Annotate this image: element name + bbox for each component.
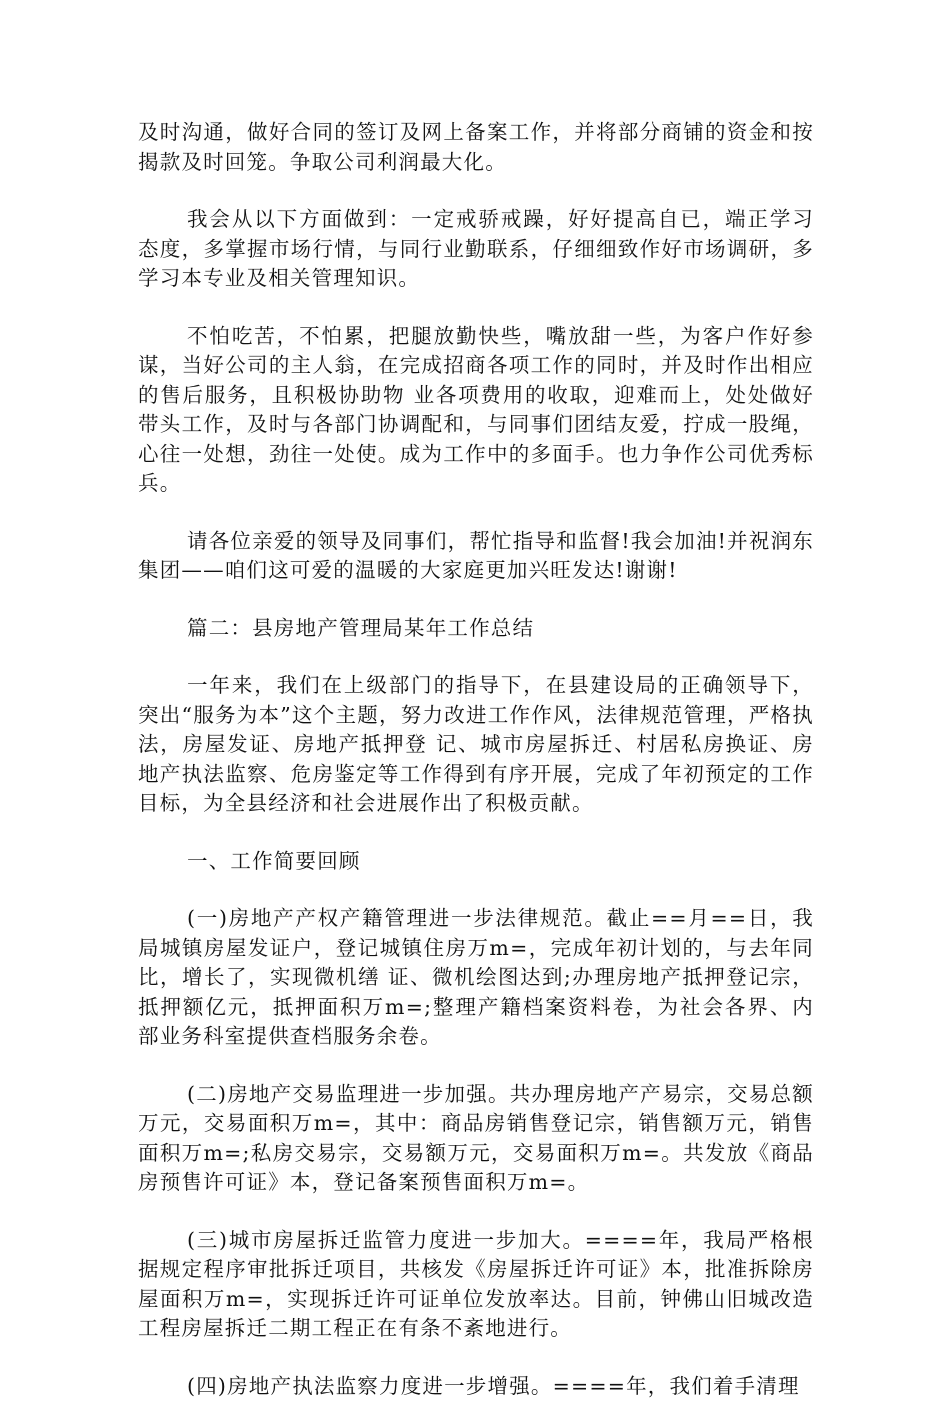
document-body — [138, 118, 814, 1401]
paragraph-3: 不怕吃苦，不怕累，把腿放勤快些，嘴放甜一些，为客户作好参谋，当好公司的主人翁，在完成招商各项工作的同时，并及时作出相应的售后服务，且积极协助物 业各项费用的收取，迎难而上，处处做好带头工作，及时与各部门协调配和，与同事们团结友爱，拧成一股绳，心往一处想，劲往一处使。成为工作中的多面手。也力争作公司优秀标兵。 — [138, 322, 814, 499]
section-heading-part-two: 篇二：县房地产管理局某年工作总结 — [138, 614, 814, 644]
paragraph-5: 一年来，我们在上级部门的指导下，在县建设局的正确领导下，突出“服务为本”这个主题，努力改进工作作风，法律规范管理，严格执法，房屋发证、房地产抵押登 记、城市房屋拆迁、村居私房换证、房地产执法监察、危房鉴定等工作得到有序开展，完成了年初预定的工作目标，为全县经济和社会进展作出了积极贡献。 — [138, 671, 814, 819]
paragraph-4: 请各位亲爱的领导及同事们，帮忙指导和监督!我会加油!并祝润东集团——咱们这可爱的温暖的大家庭更加兴旺发达!谢谢! — [138, 527, 814, 586]
paragraph-6: (一)房地产产权产籍管理进一步法律规范。截止==月==日，我局城镇房屋发证户，登记城镇住房万m=，完成年初计划的，与去年同比，增长了，实现微机缮 证、微机绘图达到;办理房地产抵押登记宗，抵押额亿元，抵押面积万m=;整理产籍档案资料卷，为社会各界、内部业务科室提供查档服务余卷。 — [138, 904, 814, 1052]
paragraph-9: (四)房地产执法监察力度进一步增强。====年，我们着手清理 — [138, 1372, 814, 1401]
paragraph-2: 我会从以下方面做到：一定戒骄戒躁，好好提高自已，端正学习态度，多掌握市场行情，与同行业勤联系，仔细细致作好市场调研，多学习本专业及相关管理知识。 — [138, 205, 814, 294]
paragraph-1: 及时沟通，做好合同的签订及网上备案工作，并将部分商铺的资金和按揭款及时回笼。争取公司利润最大化。 — [138, 118, 814, 177]
paragraph-8: (三)城市房屋拆迁监管力度进一步加大。====年，我局严格根据规定程序审批拆迁项目，共核发《房屋拆迁许可证》本，批准拆除房屋面积万m=，实现拆迁许可证单位发放率达。目前，钟佛山旧城改造工程房屋拆迁二期工程正在有条不紊地进行。 — [138, 1226, 814, 1344]
paragraph-7: (二)房地产交易监理进一步加强。共办理房地产产易宗，交易总额万元，交易面积万m=，其中：商品房销售登记宗，销售额万元，销售面积万m=;私房交易宗，交易额万元，交易面积万m=。共发放《商品房预售许可证》本，登记备案预售面积万m=。 — [138, 1080, 814, 1198]
section-heading-review: 一、工作简要回顾 — [138, 847, 814, 877]
